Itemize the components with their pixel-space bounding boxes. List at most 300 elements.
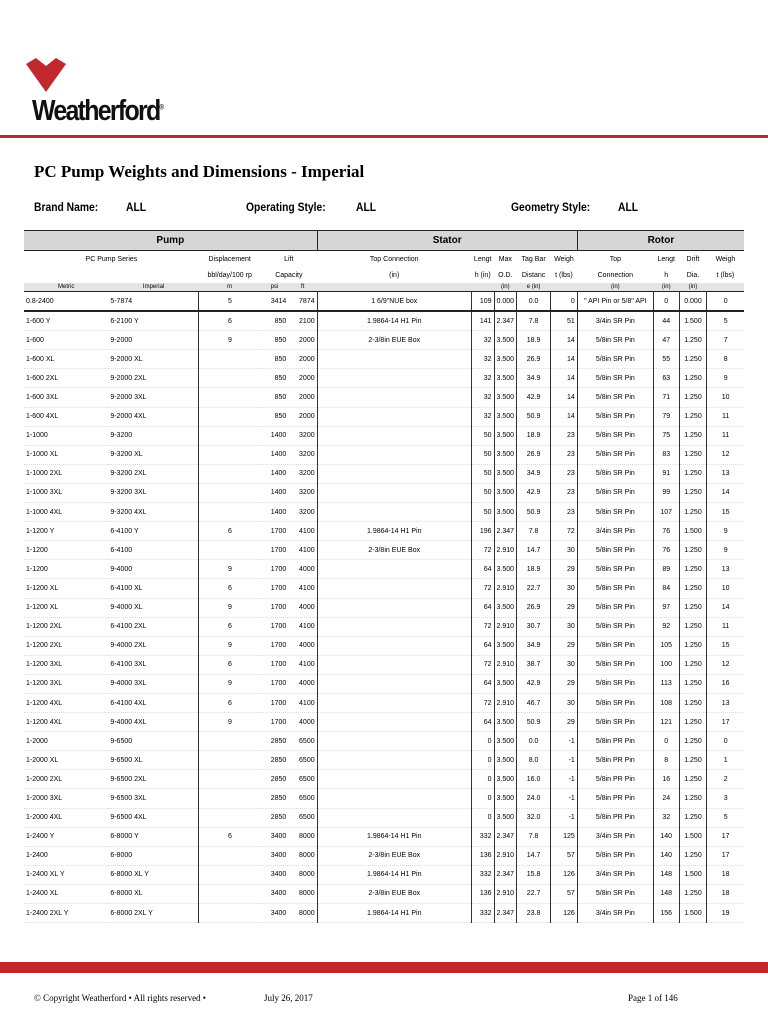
cell-rotor-weight: 14	[707, 483, 744, 502]
cell-imperial: 6-8000 XL Y	[108, 865, 199, 884]
cell-stator-tag-bar: 0.0	[517, 732, 551, 751]
cell-displacement: 9	[199, 636, 261, 655]
cell-stator-tag-bar: 7.8	[517, 827, 551, 846]
cell-displacement: 9	[199, 713, 261, 732]
cell-metric: 1-600	[24, 331, 108, 350]
cell-rotor-drift: 1.250	[679, 388, 707, 407]
cell-stator-max-od: 3.500	[494, 445, 517, 464]
col-lift-2: Capacity	[261, 267, 318, 283]
cell-imperial: 9-6500 2XL	[108, 770, 199, 789]
cell-lift-ft: 7874	[288, 292, 317, 312]
cell-stator-max-od: 2.910	[494, 846, 517, 865]
cell-rotor-top-connection: 5/8in SR Pin	[577, 713, 653, 732]
cell-lift-psi: 2850	[261, 808, 289, 827]
cell-imperial: 9-6500 3XL	[108, 789, 199, 808]
cell-rotor-top-connection: 5/8in SR Pin	[577, 388, 653, 407]
cell-stator-top-connection	[317, 636, 471, 655]
cell-stator-max-od: 3.500	[494, 483, 517, 502]
cell-stator-max-od: 2.347	[494, 311, 517, 331]
col-metric: Metric	[24, 283, 108, 292]
cell-lift-psi: 1700	[261, 617, 289, 636]
cell-lift-psi: 3400	[261, 827, 289, 846]
cell-stator-length: 196	[471, 522, 494, 541]
col-weight-2: t (lbs)	[551, 267, 578, 283]
cell-stator-weight: 125	[551, 827, 578, 846]
cell-rotor-drift: 1.250	[679, 884, 707, 903]
cell-stator-top-connection	[317, 617, 471, 636]
geometry-style-label: Geometry Style:	[511, 200, 591, 214]
cell-lift-ft: 4000	[288, 636, 317, 655]
cell-rotor-weight: 13	[707, 464, 744, 483]
cell-metric: 1-1200 XL	[24, 579, 108, 598]
cell-stator-weight: 23	[551, 464, 578, 483]
cell-stator-weight: 14	[551, 407, 578, 426]
cell-stator-top-connection	[317, 483, 471, 502]
cell-rotor-top-connection: 5/8in PR Pin	[577, 770, 653, 789]
cell-displacement	[199, 789, 261, 808]
cell-lift-ft: 8000	[288, 884, 317, 903]
cell-metric: 1-600 3XL	[24, 388, 108, 407]
cell-lift-ft: 4100	[288, 541, 317, 560]
company-logo	[24, 56, 172, 136]
cell-stator-weight: 23	[551, 445, 578, 464]
cell-rotor-length: 83	[653, 445, 679, 464]
cell-displacement: 5	[199, 292, 261, 312]
cell-stator-max-od: 3.500	[494, 636, 517, 655]
cell-stator-length: 64	[471, 674, 494, 693]
cell-rotor-length: 84	[653, 579, 679, 598]
cell-imperial: 5-7874	[108, 292, 199, 312]
col-displacement-3: m	[199, 283, 261, 292]
cell-lift-psi: 1400	[261, 464, 289, 483]
cell-rotor-length: 91	[653, 464, 679, 483]
cell-stator-length: 332	[471, 904, 494, 923]
cell-stator-weight: -1	[551, 732, 578, 751]
cell-rotor-length: 44	[653, 311, 679, 331]
cell-lift-ft: 4000	[288, 560, 317, 579]
cell-stator-length: 64	[471, 636, 494, 655]
table-row	[24, 904, 744, 923]
cell-stator-tag-bar: 14.7	[517, 541, 551, 560]
cell-imperial: 9-6500 XL	[108, 751, 199, 770]
cell-rotor-length: 97	[653, 598, 679, 617]
table-row	[24, 483, 744, 502]
cell-rotor-top-connection: 3/4in SR Pin	[577, 865, 653, 884]
cell-stator-top-connection	[317, 503, 471, 522]
cell-displacement: 6	[199, 579, 261, 598]
cell-stator-tag-bar: 18.9	[517, 426, 551, 445]
cell-stator-length: 72	[471, 617, 494, 636]
page-title: PC Pump Weights and Dimensions - Imperial	[34, 162, 365, 181]
cell-rotor-drift: 1.250	[679, 560, 707, 579]
cell-imperial: 6-4100	[108, 541, 199, 560]
cell-rotor-weight: 5	[707, 808, 744, 827]
cell-stator-length: 0	[471, 770, 494, 789]
cell-stator-weight: 23	[551, 483, 578, 502]
cell-stator-max-od: 2.910	[494, 884, 517, 903]
col-drift-3: (in)	[679, 283, 707, 292]
cell-rotor-length: 0	[653, 292, 679, 312]
cell-stator-length: 72	[471, 655, 494, 674]
cell-stator-max-od: 2.347	[494, 827, 517, 846]
cell-stator-tag-bar: 34.9	[517, 369, 551, 388]
cell-imperial: 9-2000 4XL	[108, 407, 199, 426]
table-row	[24, 369, 744, 388]
table-row	[24, 713, 744, 732]
table-row	[24, 770, 744, 789]
cell-rotor-length: 76	[653, 541, 679, 560]
cell-stator-top-connection: 2-3/8in EUE Box	[317, 331, 471, 350]
cell-lift-psi: 1400	[261, 483, 289, 502]
cell-stator-max-od: 2.347	[494, 865, 517, 884]
cell-rotor-weight: 18	[707, 884, 744, 903]
cell-displacement	[199, 541, 261, 560]
col-rotor-length-2: h	[653, 267, 679, 283]
pump-weights-table	[24, 230, 744, 923]
cell-lift-ft: 6500	[288, 751, 317, 770]
table-row	[24, 732, 744, 751]
cell-displacement	[199, 369, 261, 388]
cell-rotor-top-connection: " API Pin or 5/8" API	[577, 292, 653, 312]
cell-imperial: 6-4100 XL	[108, 579, 199, 598]
cell-stator-length: 32	[471, 407, 494, 426]
cell-imperial: 9-4000 2XL	[108, 636, 199, 655]
cell-metric: 1-2000 XL	[24, 751, 108, 770]
cell-rotor-weight: 11	[707, 426, 744, 445]
cell-rotor-length: 140	[653, 827, 679, 846]
cell-stator-top-connection	[317, 579, 471, 598]
cell-stator-top-connection	[317, 770, 471, 789]
cell-stator-max-od: 3.500	[494, 808, 517, 827]
cell-lift-ft: 8000	[288, 904, 317, 923]
cell-stator-top-connection	[317, 350, 471, 369]
cell-rotor-weight: 11	[707, 617, 744, 636]
col-rotor-length-3: (in)	[653, 283, 679, 292]
cell-rotor-top-connection: 5/8in SR Pin	[577, 693, 653, 712]
cell-imperial: 9-2000 3XL	[108, 388, 199, 407]
cell-rotor-weight: 13	[707, 560, 744, 579]
cell-stator-weight: 29	[551, 560, 578, 579]
cell-metric: 1-1000 XL	[24, 445, 108, 464]
cell-stator-max-od: 2.910	[494, 541, 517, 560]
brand-name-value: ALL	[126, 200, 147, 214]
cell-stator-length: 64	[471, 598, 494, 617]
cell-stator-tag-bar: 50.9	[517, 713, 551, 732]
cell-rotor-length: 113	[653, 674, 679, 693]
cell-stator-tag-bar: 46.7	[517, 693, 551, 712]
cell-displacement	[199, 770, 261, 789]
cell-metric: 1-1000 3XL	[24, 483, 108, 502]
cell-displacement: 9	[199, 674, 261, 693]
cell-lift-psi: 850	[261, 311, 289, 331]
cell-rotor-drift: 1.250	[679, 426, 707, 445]
cell-stator-length: 0	[471, 751, 494, 770]
cell-rotor-weight: 12	[707, 655, 744, 674]
cell-stator-length: 50	[471, 426, 494, 445]
cell-lift-psi: 1700	[261, 598, 289, 617]
cell-rotor-length: 92	[653, 617, 679, 636]
cell-stator-weight: 14	[551, 388, 578, 407]
cell-rotor-length: 55	[653, 350, 679, 369]
cell-rotor-drift: 1.250	[679, 369, 707, 388]
table-row	[24, 407, 744, 426]
group-stator: Stator	[317, 231, 577, 251]
cell-stator-tag-bar: 32.0	[517, 808, 551, 827]
cell-stator-max-od: 3.500	[494, 388, 517, 407]
cell-stator-length: 0	[471, 808, 494, 827]
cell-metric: 1-600 Y	[24, 311, 108, 331]
cell-stator-length: 50	[471, 445, 494, 464]
cell-stator-top-connection: 2-3/8in EUE Box	[317, 541, 471, 560]
cell-rotor-length: 76	[653, 522, 679, 541]
table-body	[24, 292, 744, 923]
cell-rotor-top-connection: 5/8in SR Pin	[577, 655, 653, 674]
cell-rotor-drift: 1.500	[679, 865, 707, 884]
cell-stator-max-od: 3.500	[494, 560, 517, 579]
cell-stator-weight: 126	[551, 865, 578, 884]
cell-rotor-top-connection: 5/8in SR Pin	[577, 617, 653, 636]
cell-lift-psi: 850	[261, 369, 289, 388]
cell-metric: 1-2000 2XL	[24, 770, 108, 789]
cell-lift-ft: 3200	[288, 445, 317, 464]
cell-imperial: 9-4000 XL	[108, 598, 199, 617]
table-row	[24, 808, 744, 827]
cell-rotor-drift: 1.250	[679, 789, 707, 808]
cell-displacement: 9	[199, 560, 261, 579]
cell-stator-tag-bar: 16.0	[517, 770, 551, 789]
cell-metric: 1-1000 2XL	[24, 464, 108, 483]
cell-metric: 1-1200	[24, 560, 108, 579]
cell-stator-max-od: 3.500	[494, 732, 517, 751]
cell-metric: 1-600 2XL	[24, 369, 108, 388]
cell-stator-weight: 29	[551, 636, 578, 655]
cell-rotor-length: 63	[653, 369, 679, 388]
cell-lift-ft: 4100	[288, 655, 317, 674]
cell-stator-length: 64	[471, 713, 494, 732]
cell-rotor-top-connection: 5/8in SR Pin	[577, 884, 653, 903]
cell-lift-ft: 4100	[288, 693, 317, 712]
cell-lift-psi: 3400	[261, 846, 289, 865]
cell-stator-top-connection	[317, 369, 471, 388]
cell-stator-length: 0	[471, 732, 494, 751]
cell-displacement	[199, 846, 261, 865]
cell-lift-ft: 6500	[288, 732, 317, 751]
cell-stator-max-od: 3.500	[494, 426, 517, 445]
cell-stator-weight: 30	[551, 541, 578, 560]
cell-lift-psi: 1400	[261, 426, 289, 445]
cell-lift-ft: 2000	[288, 388, 317, 407]
cell-rotor-weight: 1	[707, 751, 744, 770]
cell-lift-psi: 2850	[261, 732, 289, 751]
table-row	[24, 292, 744, 312]
cell-rotor-drift: 1.250	[679, 636, 707, 655]
cell-rotor-drift: 1.500	[679, 311, 707, 331]
cell-stator-weight: 14	[551, 369, 578, 388]
cell-rotor-top-connection: 5/8in SR Pin	[577, 674, 653, 693]
cell-stator-length: 332	[471, 865, 494, 884]
cell-metric: 1-600 XL	[24, 350, 108, 369]
cell-rotor-drift: 1.250	[679, 407, 707, 426]
cell-rotor-length: 79	[653, 407, 679, 426]
cell-rotor-weight: 17	[707, 827, 744, 846]
company-wordmark: Weatherford®	[32, 95, 164, 127]
col-lift-1: Lift	[261, 251, 318, 268]
cell-rotor-length: 105	[653, 636, 679, 655]
cell-imperial: 6-4100 4XL	[108, 693, 199, 712]
cell-stator-tag-bar: 30.7	[517, 617, 551, 636]
cell-stator-top-connection	[317, 789, 471, 808]
cell-displacement	[199, 464, 261, 483]
cell-stator-length: 109	[471, 292, 494, 312]
cell-rotor-top-connection: 5/8in SR Pin	[577, 445, 653, 464]
col-weight-1: Weigh	[551, 251, 578, 268]
cell-stator-max-od: 2.910	[494, 693, 517, 712]
cell-rotor-top-connection: 5/8in SR Pin	[577, 350, 653, 369]
cell-rotor-drift: 1.250	[679, 350, 707, 369]
cell-displacement	[199, 388, 261, 407]
cell-lift-ft: 6500	[288, 770, 317, 789]
cell-stator-top-connection	[317, 560, 471, 579]
cell-rotor-weight: 10	[707, 388, 744, 407]
col-tag-3: e (in)	[517, 283, 551, 292]
cell-stator-top-connection: 1.9864-14 H1 Pin	[317, 827, 471, 846]
cell-stator-top-connection	[317, 445, 471, 464]
cell-metric: 1-1200 3XL	[24, 655, 108, 674]
table-row	[24, 789, 744, 808]
cell-lift-ft: 2000	[288, 331, 317, 350]
cell-displacement	[199, 350, 261, 369]
cell-stator-tag-bar: 15.8	[517, 865, 551, 884]
cell-lift-psi: 2850	[261, 770, 289, 789]
cell-rotor-top-connection: 3/4in SR Pin	[577, 522, 653, 541]
cell-stator-weight: -1	[551, 770, 578, 789]
cell-imperial: 9-3200 2XL	[108, 464, 199, 483]
col-rotor-weight-2: t (lbs)	[707, 267, 744, 283]
cell-lift-psi: 3400	[261, 884, 289, 903]
cell-imperial: 6-8000 Y	[108, 827, 199, 846]
cell-stator-weight: 30	[551, 617, 578, 636]
cell-lift-ft: 8000	[288, 865, 317, 884]
cell-stator-tag-bar: 8.0	[517, 751, 551, 770]
col-top-connection-1: Top Connection	[317, 251, 471, 268]
col-rotor-weight-1: Weigh	[707, 251, 744, 268]
cell-displacement	[199, 732, 261, 751]
cell-rotor-weight: 9	[707, 369, 744, 388]
cell-rotor-top-connection: 5/8in SR Pin	[577, 426, 653, 445]
col-imperial: Imperial	[108, 283, 199, 292]
cell-rotor-drift: 1.250	[679, 770, 707, 789]
cell-displacement	[199, 483, 261, 502]
cell-rotor-drift: 1.250	[679, 674, 707, 693]
footer-date: July 26, 2017	[264, 993, 313, 1003]
cell-rotor-weight: 10	[707, 579, 744, 598]
cell-metric: 1-2400 XL	[24, 884, 108, 903]
cell-stator-length: 332	[471, 827, 494, 846]
cell-rotor-length: 32	[653, 808, 679, 827]
cell-metric: 1-1200 2XL	[24, 636, 108, 655]
cell-rotor-top-connection: 5/8in SR Pin	[577, 331, 653, 350]
cell-stator-max-od: 2.347	[494, 904, 517, 923]
cell-metric: 1-1200 XL	[24, 598, 108, 617]
cell-stator-max-od: 3.500	[494, 464, 517, 483]
cell-stator-weight: 51	[551, 311, 578, 331]
cell-rotor-top-connection: 5/8in SR Pin	[577, 560, 653, 579]
col-rotor-top-2: Connection	[577, 267, 653, 283]
cell-rotor-top-connection: 5/8in SR Pin	[577, 464, 653, 483]
cell-displacement	[199, 904, 261, 923]
col-tag-1: Tag Bar	[517, 251, 551, 268]
cell-stator-tag-bar: 34.9	[517, 464, 551, 483]
cell-stator-tag-bar: 42.9	[517, 483, 551, 502]
cell-displacement: 9	[199, 598, 261, 617]
cell-rotor-length: 47	[653, 331, 679, 350]
cell-displacement: 6	[199, 522, 261, 541]
cell-rotor-drift: 0.000	[679, 292, 707, 312]
table-row	[24, 541, 744, 560]
cell-lift-ft: 8000	[288, 827, 317, 846]
cell-stator-tag-bar: 0.0	[517, 292, 551, 312]
footer-divider	[0, 962, 768, 973]
cell-stator-top-connection	[317, 464, 471, 483]
cell-rotor-weight: 17	[707, 713, 744, 732]
cell-stator-max-od: 2.910	[494, 579, 517, 598]
cell-stator-top-connection	[317, 751, 471, 770]
cell-stator-length: 136	[471, 884, 494, 903]
brand-name-label: Brand Name:	[34, 200, 99, 214]
cell-rotor-top-connection: 5/8in PR Pin	[577, 732, 653, 751]
cell-rotor-drift: 1.250	[679, 808, 707, 827]
cell-rotor-length: 89	[653, 560, 679, 579]
cell-metric: 1-2000 3XL	[24, 789, 108, 808]
cell-rotor-length: 16	[653, 770, 679, 789]
cell-stator-weight: 23	[551, 503, 578, 522]
cell-rotor-top-connection: 5/8in SR Pin	[577, 483, 653, 502]
cell-rotor-drift: 1.250	[679, 483, 707, 502]
cell-rotor-drift: 1.250	[679, 713, 707, 732]
cell-rotor-drift: 1.250	[679, 732, 707, 751]
cell-lift-ft: 4000	[288, 598, 317, 617]
cell-stator-top-connection	[317, 388, 471, 407]
col-drift-1: Drift	[679, 251, 707, 268]
cell-stator-weight: 0	[551, 292, 578, 312]
cell-stator-tag-bar: 42.9	[517, 388, 551, 407]
cell-stator-tag-bar: 34.9	[517, 636, 551, 655]
cell-stator-tag-bar: 22.7	[517, 884, 551, 903]
cell-rotor-drift: 1.500	[679, 827, 707, 846]
geometry-style-value: ALL	[618, 200, 639, 214]
cell-stator-length: 64	[471, 560, 494, 579]
cell-lift-psi: 850	[261, 388, 289, 407]
cell-imperial: 6-2100 Y	[108, 311, 199, 331]
cell-stator-max-od: 3.500	[494, 713, 517, 732]
cell-rotor-length: 24	[653, 789, 679, 808]
table-row	[24, 350, 744, 369]
cell-lift-psi: 1700	[261, 636, 289, 655]
table-row	[24, 426, 744, 445]
cell-stator-length: 72	[471, 541, 494, 560]
cell-imperial: 9-6500	[108, 732, 199, 751]
cell-rotor-top-connection: 3/4in SR Pin	[577, 827, 653, 846]
cell-rotor-length: 121	[653, 713, 679, 732]
cell-stator-top-connection: 1.9864-14 H1 Pin	[317, 311, 471, 331]
cell-rotor-top-connection: 5/8in SR Pin	[577, 636, 653, 655]
cell-rotor-weight: 15	[707, 636, 744, 655]
cell-stator-length: 141	[471, 311, 494, 331]
cell-stator-top-connection	[317, 407, 471, 426]
cell-stator-weight: 29	[551, 674, 578, 693]
cell-lift-ft: 4000	[288, 674, 317, 693]
cell-stator-weight: 57	[551, 884, 578, 903]
